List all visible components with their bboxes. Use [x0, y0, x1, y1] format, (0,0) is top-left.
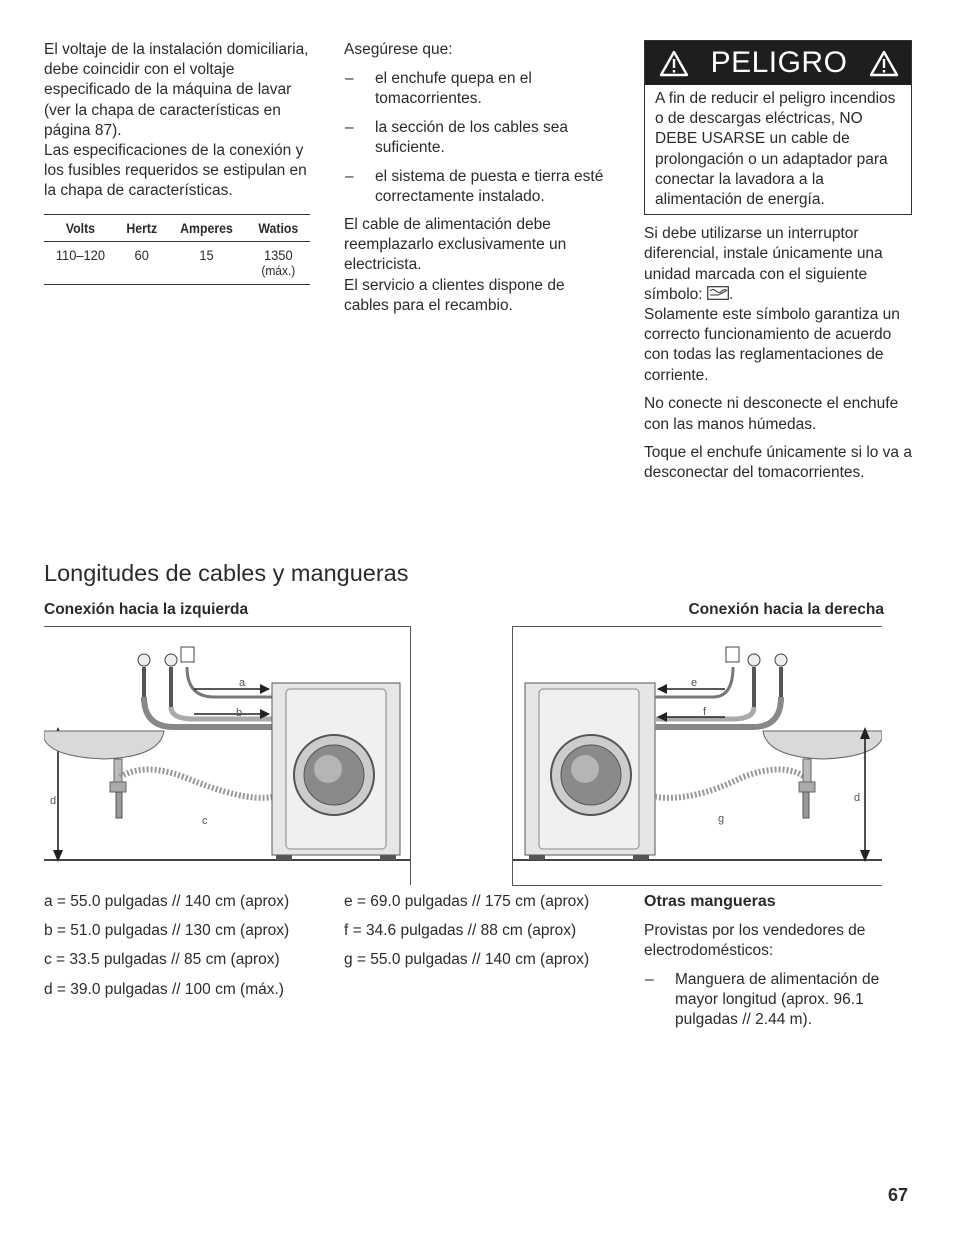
- danger-body: [645, 85, 911, 214]
- wet-hands-paragraph: No conecte ni desconecte el enchufe con las manos húmedas.: [644, 395, 899, 433]
- label-b: b: [236, 707, 243, 719]
- rcd-paragraph: Si debe utilizarse un interruptor diferencial, instale únicamente una unidad marcada con el siguiente símbolo: .: [644, 225, 883, 303]
- measurement-b: b = 51.0 pulgadas // 130 cm (aprox): [44, 922, 290, 939]
- table-header: Hertz: [120, 214, 164, 241]
- warning-icon: [869, 50, 899, 77]
- measurement-g: g = 55.0 pulgadas // 140 cm (aprox): [344, 951, 590, 968]
- service-paragraph: El servicio a clientes dispone de cables para el recambio.: [344, 276, 565, 314]
- page-number: 67: [887, 1185, 908, 1205]
- table-header-row: [44, 214, 310, 241]
- table-cell: 60: [119, 241, 165, 284]
- dash-marker: –: [345, 167, 354, 185]
- max-note: (máx.): [261, 262, 296, 278]
- right-column: [644, 40, 912, 484]
- left-connection-figure: [44, 626, 411, 885]
- watts-value: 1350: [264, 246, 294, 263]
- label-e: e: [691, 677, 698, 689]
- voltage-paragraph: El voltaje de la instalación domiciliaria, debe coincidir con el voltaje especificado de la máquina de lavar (ver la chapa de características en página 87).: [44, 41, 309, 139]
- measurement-e: e = 69.0 pulgadas // 175 cm (aprox): [344, 893, 590, 910]
- label-f: f: [703, 706, 707, 718]
- right-connection-label: Conexión hacia la derecha: [688, 601, 884, 618]
- label-d: d: [854, 792, 861, 804]
- table-header: Volts: [48, 214, 112, 241]
- danger-box: [644, 40, 912, 215]
- electrical-spec-table: [44, 214, 310, 285]
- table-cell: 110–120: [47, 241, 114, 284]
- cable-replace-paragraph: El cable de alimentación debe reemplazarlo exclusivamente un electricista.: [344, 215, 567, 274]
- measurements-right: [344, 892, 589, 970]
- list-item: – el sistema de puesta e tierra esté correctamente instalado.: [345, 167, 604, 205]
- list-item: – la sección de los cables sea suficiente.: [345, 118, 569, 156]
- middle-column: [344, 40, 609, 316]
- checklist: [344, 69, 609, 207]
- right-diagram: [513, 627, 882, 885]
- other-hoses-text: Provistas por los vendedores de electrodomésticos:: [644, 922, 866, 960]
- list-item: – Manguera de alimentación de mayor longitud (aprox. 96.1 pulgadas // 2.44 m).: [645, 970, 880, 1029]
- table-cell: 15: [170, 241, 245, 284]
- specs-paragraph: Las especificaciones de la conexión y los fusibles requeridos se estipulan en la chapa de características.: [44, 142, 307, 200]
- dash-marker: –: [345, 118, 354, 136]
- measurements-left: [44, 892, 289, 1000]
- label-d: d: [50, 795, 57, 807]
- warning-icon: [659, 50, 689, 77]
- left-connection-label: Conexión hacia la izquierda: [44, 601, 249, 618]
- plug-paragraph: Toque el enchufe únicamente si lo va a desconectar del tomacorrientes.: [644, 444, 912, 482]
- left-diagram: [44, 627, 410, 885]
- right-connection-figure: [512, 626, 882, 886]
- danger-title: PELIGRO: [710, 46, 848, 79]
- section-title: Longitudes de cables y mangueras: [44, 560, 409, 586]
- other-hoses-list: [644, 970, 912, 1031]
- table-header: Amperes: [171, 214, 242, 241]
- other-hoses-section: [644, 893, 912, 1031]
- dash-marker: –: [645, 970, 654, 988]
- list-item: – el enchufe quepa en el tomacorrientes.: [345, 69, 532, 107]
- table-header: Watios: [251, 214, 306, 241]
- measurement-c: c = 33.5 pulgadas // 85 cm (aprox): [44, 951, 280, 968]
- label-c: c: [202, 815, 208, 827]
- measurement-d: d = 39.0 pulgadas // 100 cm (máx.): [44, 981, 284, 998]
- measurement-f: f = 34.6 pulgadas // 88 cm (aprox): [344, 922, 577, 939]
- measurement-a: a = 55.0 pulgadas // 140 cm (aprox): [44, 893, 290, 910]
- other-hoses-title: Otras mangueras: [644, 893, 776, 910]
- danger-text: A fin de reducir el peligro incendios o de descargas eléctricas, NO DEBE USARSE un cable de prolongación o un adaptador para conectar la lavadora a la alimentación de energía.: [655, 90, 896, 209]
- rcd-symbol-icon: [707, 286, 729, 300]
- danger-header: [645, 41, 911, 85]
- checklist-intro: Asegúrese que:: [344, 41, 453, 58]
- label-g: g: [718, 813, 725, 825]
- left-column: [44, 40, 319, 285]
- table-row: [44, 241, 310, 284]
- dash-marker: –: [345, 69, 354, 87]
- table-cell: [250, 241, 308, 284]
- label-a: a: [239, 677, 246, 689]
- rcd-guarantee-paragraph: Solamente este símbolo garantiza un correcto funcionamiento de acuerdo con todas las reglamentaciones de corriente.: [644, 306, 900, 384]
